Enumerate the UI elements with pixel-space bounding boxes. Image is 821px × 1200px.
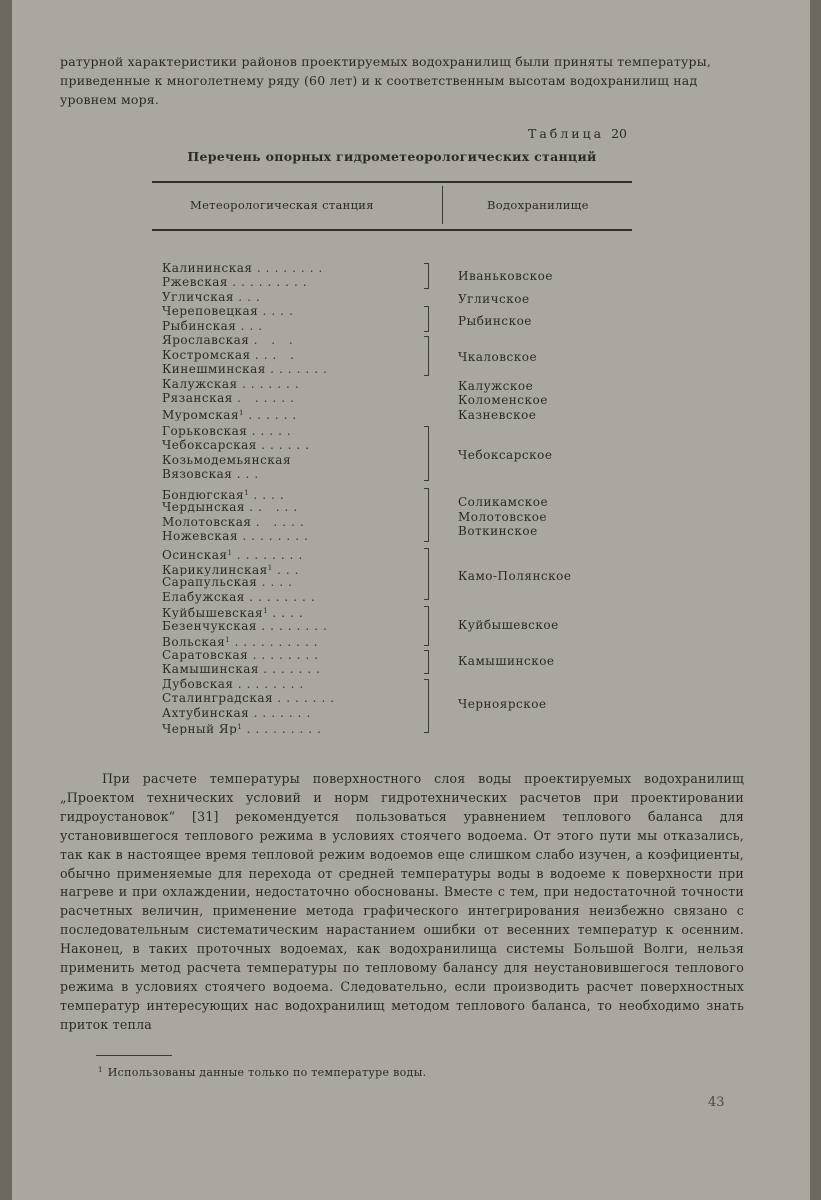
station-row: Вязовская ...: [162, 467, 264, 481]
reservoir-name: Куйбышевское: [458, 618, 559, 632]
station-row: Молотовская . ....: [162, 515, 309, 529]
station-name: Бондюгская: [162, 488, 245, 501]
footnote-ref: 1: [263, 607, 269, 615]
station-name: Дубовская: [162, 677, 234, 691]
body-paragraph: [60, 770, 744, 1035]
station-row: Куйбышевская$^1$ ....: [162, 606, 308, 619]
station-row: Ножевская ........: [162, 529, 313, 543]
footnote-mark: 1: [98, 1066, 103, 1074]
header-bottom-rule: [152, 229, 632, 231]
station-name: Вязовская: [162, 467, 233, 481]
station-name: Муромская: [162, 408, 240, 421]
station-name: Вольская: [162, 635, 226, 648]
station-name: Чердынская: [162, 500, 245, 514]
station-row: Костромская ... .: [162, 348, 299, 362]
station-name: Осинская: [162, 548, 228, 561]
station-name: Ярославская: [162, 333, 250, 347]
group-bracket: [428, 336, 429, 376]
table-title: Перечень опорных гидрометеорологических станций: [187, 149, 597, 164]
station-name: Сталинградская: [162, 691, 274, 705]
station-name: Карикулинская: [162, 563, 268, 576]
reservoir-name: Рыбинское: [458, 314, 532, 328]
station-name: Саратовская: [162, 648, 249, 662]
reservoir-name: Соликамское: [458, 495, 549, 509]
group-bracket: [428, 426, 429, 481]
station-name: Ржевская: [162, 275, 228, 289]
intro-text: ратурной характеристики районов проектируемых водохранилищ были приняты температуры, приведенные к многолетнему ряду (60 лет) и к соответственным высотам водохранилищ над уровнем моря.: [60, 54, 712, 107]
station-row: Горьковская .....: [162, 424, 296, 438]
station-name: Череповецкая: [162, 304, 259, 318]
group-bracket: [428, 679, 429, 733]
footnote-text: Использованы данные только по температуре воды.: [107, 1066, 427, 1079]
footnote-ref: 1: [244, 489, 250, 497]
station-row: Саратовская ........: [162, 648, 324, 662]
station-row: Рыбинская ...: [162, 319, 268, 333]
station-row: Карикулинская$^1$ ...: [162, 563, 304, 576]
reservoir-name: Иваньковское: [458, 269, 553, 283]
station-name: Сарапульская: [162, 575, 258, 589]
station-row: Сарапульская ....: [162, 575, 297, 589]
station-name: Угличская: [162, 290, 234, 304]
footnote-ref: 1: [237, 723, 243, 731]
intro-paragraph: [60, 52, 740, 109]
station-row: [162, 453, 434, 468]
station-row: Ахтубинская .......: [162, 706, 316, 720]
station-row: Рязанская . .....: [162, 391, 299, 405]
reservoir-name: Чкаловское: [458, 350, 538, 364]
reservoir-name: Калужское: [458, 379, 534, 393]
station-row: Муромская$^1$ ......: [162, 408, 302, 421]
station-name: Рязанская: [162, 391, 233, 405]
footnote-ref: 1: [225, 636, 231, 644]
station-name: Горьковская: [162, 424, 248, 438]
station-row: Безенчукская ........: [162, 619, 332, 633]
station-name: Елабужская: [162, 590, 245, 604]
station-row: Осинская$^1$ ........: [162, 548, 308, 561]
station-name: Ахтубинская: [162, 706, 250, 720]
group-bracket: [428, 306, 429, 332]
station-row: Калининская ........: [162, 261, 328, 275]
reservoir-name: Воткинское: [458, 524, 538, 538]
station-row: Калужская .......: [162, 377, 304, 391]
station-name: Костромская: [162, 348, 251, 362]
station-name: Козьмодемьянская: [162, 453, 292, 467]
header-reservoir: Водохранилище: [487, 198, 589, 212]
station-name: Камышинская: [162, 662, 259, 676]
page-number: 43: [708, 1095, 725, 1110]
group-bracket: [428, 548, 429, 600]
station-row: Ржевская .........: [162, 275, 312, 289]
station-row: Черный $Яр^1$ .........: [162, 722, 326, 735]
reservoir-name: Камышинское: [458, 654, 555, 668]
footnote-ref: 1: [267, 564, 273, 572]
group-bracket: [428, 263, 429, 289]
footnote-ref: 1: [239, 409, 245, 417]
document-page: [12, 0, 810, 1200]
station-name: Куйбышевская: [162, 606, 264, 619]
station-row: Камышинская .......: [162, 662, 325, 676]
reservoir-name: Чебоксарское: [458, 448, 553, 462]
footnote: [98, 1066, 426, 1079]
header-station: Метеорологическая станция: [190, 198, 374, 212]
station-row: Чебоксарская ......: [162, 438, 315, 452]
station-row: Сталинградская .......: [162, 691, 340, 705]
table-top-rule: [152, 181, 632, 183]
station-name: Калининская: [162, 261, 253, 275]
station-name: Молотовская: [162, 515, 252, 529]
reservoir-name: Коломенское: [458, 393, 548, 407]
group-bracket: [428, 606, 429, 646]
reservoir-name: Угличское: [458, 292, 530, 306]
reservoir-name: Камо-Полянское: [458, 569, 572, 583]
station-name: Ножевская: [162, 529, 239, 543]
station-name: Черный Яр: [162, 722, 238, 735]
station-row: Вольская$^1$ ..........: [162, 635, 323, 648]
station-row: Чердынская .. ...: [162, 500, 303, 514]
station-row: Дубовская ........: [162, 677, 309, 691]
footnote-ref: 1: [227, 549, 233, 557]
station-name: Калужская: [162, 377, 238, 391]
station-row: Ярославская . . .: [162, 333, 298, 347]
station-name: Чебоксарская: [162, 438, 257, 452]
footnote-rule: [96, 1055, 172, 1056]
station-row: Бондюгская$^1$ ....: [162, 488, 289, 501]
station-name: Кинешминская: [162, 362, 266, 376]
reservoir-name: Казневское: [458, 408, 537, 422]
reservoir-name: Молотовское: [458, 510, 548, 524]
group-bracket: [428, 650, 429, 674]
header-divider: [442, 186, 443, 224]
table-number-value: 20: [611, 126, 627, 141]
reservoir-name: Черноярское: [458, 697, 547, 711]
body-text: При расчете температуры поверхностного слоя воды проектируемых водохранилищ „Проектом технических условий и норм гидротехнических расчетов при проектировании гидроустановок“ [31] рекомендуется пользоваться уравнением теплового баланса для установившегося теплового режима в условиях стоячего водоема. От этого пути мы отказались, так как в настоящее время тепловой режим водоемов еще слишком слабо изучен, а коэфициенты, обычно применяемые для перехода от средней температуры воды в водоеме к поверхности при нагреве и при охлаждении, недостаточно обоснованы. Вместе с тем, при недостаточной точности расчетных величин, применение метода графического интегрирования неизбежно связано с последовательным систематическим нарастанием ошибки от весенних температур к осенним. Наконец, в таких проточных водоемах, как водохранилища системы Большой Волги, нельзя применить метод расчета температуры по тепловому балансу для неустановившегося теплового режима в условиях стоячего водоема. Следовательно, если производить расчет поверхностных температур интересующих нас водохранилищ методом теплового баланса, то необходимо знать приток тепла: [60, 771, 744, 1032]
table-number-label: Таблица: [528, 126, 605, 141]
table-number: [528, 126, 627, 141]
station-row: Елабужская ........: [162, 590, 320, 604]
station-row: Череповецкая ....: [162, 304, 298, 318]
station-name: Рыбинская: [162, 319, 237, 333]
station-row: Кинешминская .......: [162, 362, 332, 376]
station-row: Угличская ...: [162, 290, 265, 304]
group-bracket: [428, 488, 429, 542]
station-name: Безенчукская: [162, 619, 258, 633]
